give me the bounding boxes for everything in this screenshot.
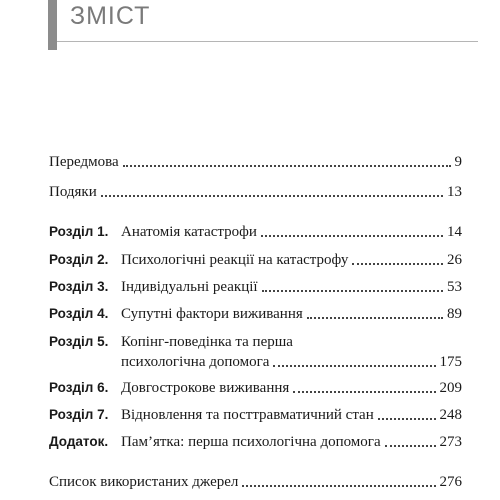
toc-entry-page: 14 [447,224,462,240]
toc-entry-chapter-5[interactable] [49,332,462,372]
toc-entry-label: Розділ 7. [49,407,109,422]
toc-entry-appendix[interactable] [49,432,462,452]
dot-leader [242,485,435,487]
toc-entry-label: Розділ 5. [49,334,109,349]
toc-entry-references[interactable] [49,472,462,492]
header-accent-bar [48,0,57,50]
page-title: ЗМІСТ [70,2,151,30]
toc-entry-title: Довгострокове виживання [121,380,290,396]
toc-entry-title: Анатомія катастрофи [121,224,257,240]
toc-entry-title-continued: психологічна допомога [121,354,270,370]
toc-entry-chapter-6[interactable] [49,378,462,398]
toc-entry-page: 248 [439,407,462,423]
toc-entry-title: Копінг-поведінка та перша [121,334,293,350]
toc-entry-preface[interactable] [49,152,462,172]
toc-entry-page: 175 [439,354,462,370]
toc-entry-page: 276 [439,474,462,490]
toc-entry-title: Супутні фактори виживання [121,306,303,322]
toc-entry-label: Розділ 1. [49,224,109,239]
dot-leader [352,263,443,265]
dot-leader [293,391,435,393]
toc-entry-chapter-2[interactable] [49,250,462,270]
toc-entry-title: Пам’ятка: перша психологічна допомога [121,434,381,450]
toc-header [48,0,478,50]
toc-entry-label: Розділ 2. [49,252,109,267]
toc-entry-page: 89 [447,306,462,322]
header-rule [57,41,478,42]
toc-entry-title: Подяки [49,184,97,200]
toc-entry-page: 26 [447,252,462,268]
toc-entry-page: 209 [439,380,462,396]
dot-leader [101,195,443,197]
toc-entry-acknowledgements[interactable] [49,182,462,202]
toc-entry-label: Розділ 4. [49,306,109,321]
dot-leader [385,445,436,447]
toc-entry-label: Додаток. [49,434,109,449]
toc-entry-title: Психологічні реакції на катастрофу [121,252,349,268]
toc-entry-title: Передмова [49,154,119,170]
dot-leader [307,317,443,319]
toc-entry-page: 9 [454,154,462,170]
toc-entry-label: Розділ 6. [49,380,109,395]
toc-entry-chapter-3[interactable] [49,277,462,297]
dot-leader [261,235,443,237]
dot-leader [123,165,451,167]
dot-leader [378,418,436,420]
toc-entry-page: 53 [447,279,462,295]
dot-leader [262,290,443,292]
toc-entry-page: 273 [439,434,462,450]
toc-entry-page: 13 [447,184,462,200]
toc-entry-chapter-7[interactable] [49,405,462,425]
dot-leader [273,365,435,367]
toc-entry-label: Розділ 3. [49,279,109,294]
toc-entry-title: Відновлення та посттравматичний стан [121,407,374,423]
toc-entry-chapter-4[interactable] [49,304,462,324]
toc-entry-chapter-1[interactable] [49,222,462,242]
toc-entry-title: Індивідуальні реакції [121,279,258,295]
toc-entry-title: Список використаних джерел [49,474,239,490]
